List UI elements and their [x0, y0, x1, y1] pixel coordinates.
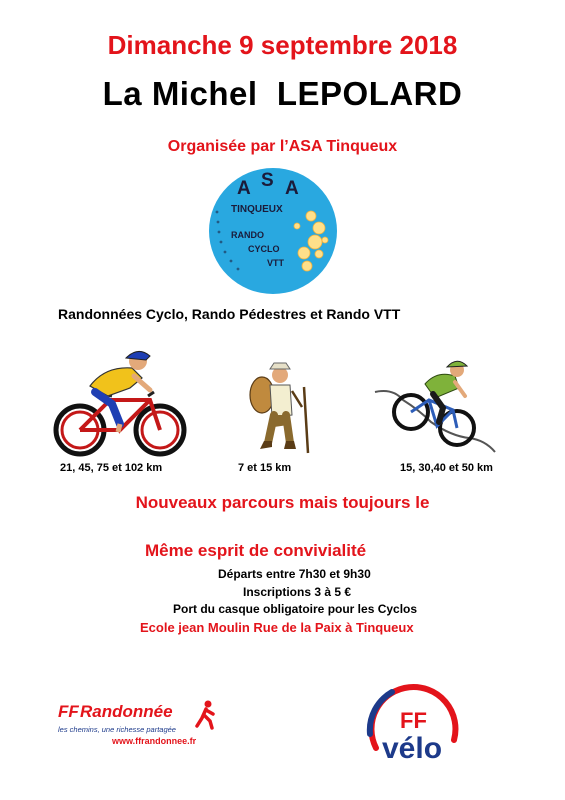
asa-line-rando: RANDO [231, 230, 264, 240]
event-date: Dimanche 9 septembre 2018 [107, 30, 458, 60]
ffvelo-ff: FF [400, 708, 427, 733]
slogan-line-1: Nouveaux parcours mais toujours le [135, 493, 430, 512]
asa-letter-1: A [237, 178, 251, 199]
road-distances: 21, 45, 75 et 102 km [60, 462, 163, 474]
road-cyclist-icon [50, 348, 190, 458]
asa-letter-2: S [261, 170, 274, 191]
asa-tinqueux-logo [207, 166, 339, 296]
event-title: La Michel LEPOLARD [102, 75, 463, 112]
activity-types: Randonnées Cyclo, Rando Pédestres et Rando VTT [58, 306, 401, 322]
ffrandonnee-name: Randonnée [80, 702, 173, 721]
event-address: Ecole jean Moulin Rue de la Paix à Tinqueux [140, 620, 414, 635]
asa-name: TINQUEUX [231, 204, 283, 215]
walker-icon [194, 700, 218, 730]
asa-letter-3: A [285, 178, 299, 199]
departure-times: Départs entre 7h30 et 9h30 [218, 567, 371, 581]
registration-fees: Inscriptions 3 à 5 € [243, 585, 352, 599]
ffrandonnee-url: www.ffrandonnee.fr [112, 736, 197, 746]
asa-line-cyclo: CYCLO [248, 244, 280, 254]
hike-distances: 7 et 15 km [238, 462, 292, 474]
ffvelo-name: vélo [382, 732, 443, 765]
mountain-biker-icon [373, 352, 498, 457]
ffrandonnee-logo [58, 700, 233, 750]
asa-line-vtt: VTT [267, 258, 284, 268]
ffrandonnee-prefix: FF [58, 702, 79, 721]
ffvelo-logo [358, 678, 468, 778]
mtb-distances: 15, 30,40 et 50 km [400, 462, 493, 474]
slogan-line-2: Même esprit de convivialité [145, 541, 367, 560]
hiker-icon [234, 357, 314, 457]
organizer-line: Organisée par l’ASA Tinqueux [167, 138, 398, 155]
helmet-notice: Port du casque obligatoire pour les Cyclos [173, 602, 418, 616]
ffrandonnee-tagline: les chemins, une richesse partagée [58, 725, 176, 734]
